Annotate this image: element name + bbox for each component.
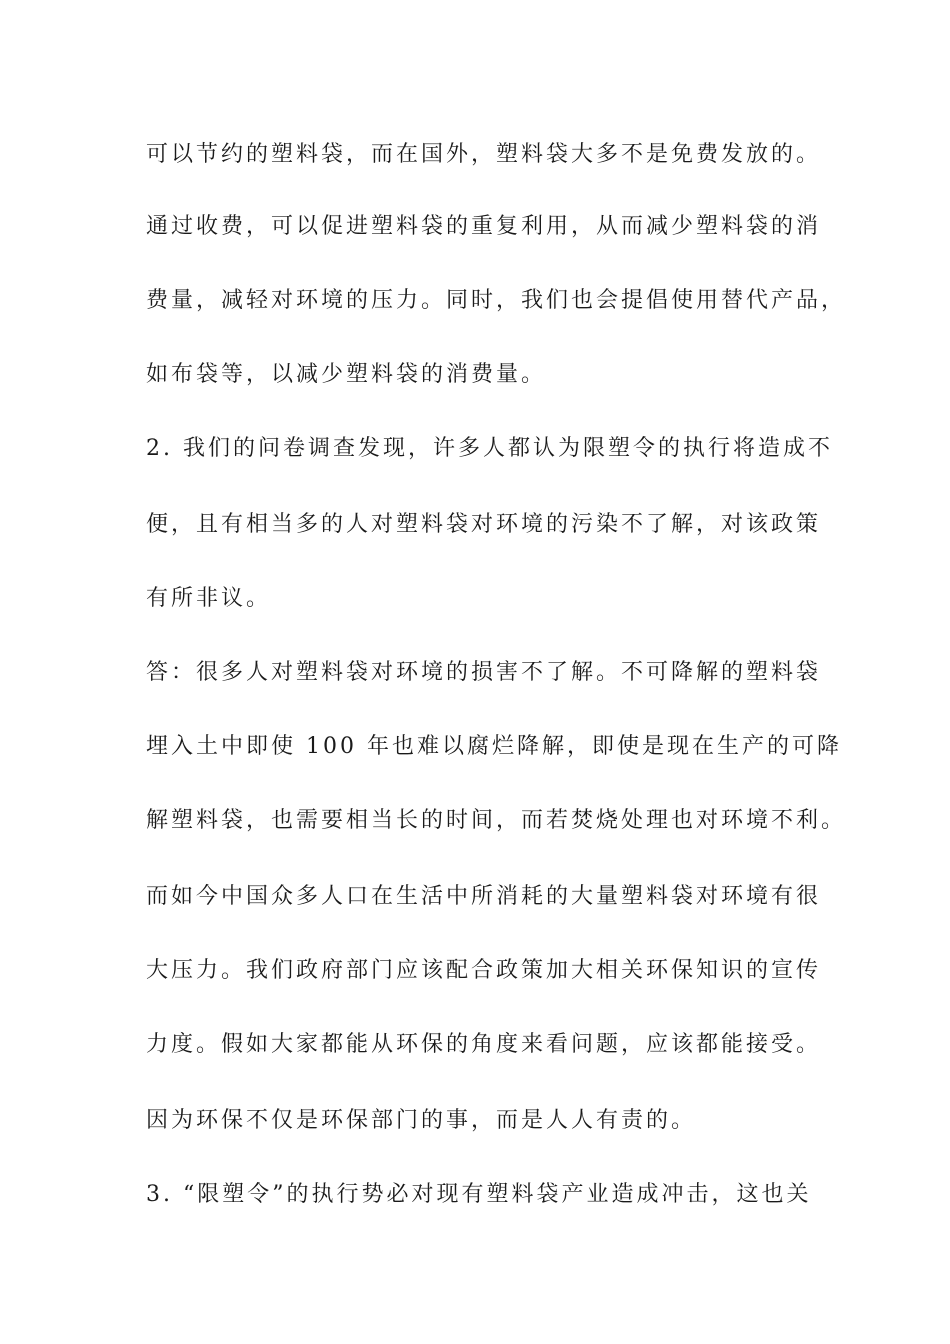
text-line: 解塑料袋，也需要相当长的时间，而若焚烧处理也对环境不利。 xyxy=(146,808,847,833)
text-line: 力度。假如大家都能从环保的角度来看问题，应该都能接受。 xyxy=(146,1032,822,1057)
text-line: 而如今中国众多人口在生活中所消耗的大量塑料袋对环境有很 xyxy=(146,884,822,909)
text-line: 答：很多人对塑料袋对环境的损害不了解。不可降解的塑料袋 xyxy=(146,660,822,685)
text-line: 有所非议。 xyxy=(146,586,272,611)
text-line: 3. “限塑令”的执行势必对现有塑料袋产业造成冲击，这也关 xyxy=(146,1182,812,1207)
text-line: 通过收费，可以促进塑料袋的重复利用，从而减少塑料袋的消 xyxy=(146,214,822,239)
text-line: 2. 我们的问卷调查发现，许多人都认为限塑令的执行将造成不 xyxy=(146,436,833,461)
text-line: 费量，减轻对环境的压力。同时，我们也会提倡使用替代产品， xyxy=(146,288,847,313)
text-line: 埋入土中即使 100 年也难以腐烂降解，即使是现在生产的可降 xyxy=(146,734,842,759)
text-line: 因为环保不仅是环保部门的事，而是人人有责的。 xyxy=(146,1108,697,1133)
text-line: 大压力。我们政府部门应该配合政策加大相关环保知识的宣传 xyxy=(146,958,822,983)
text-line: 便，且有相当多的人对塑料袋对环境的污染不了解，对该政策 xyxy=(146,512,822,537)
text-line: 可以节约的塑料袋，而在国外，塑料袋大多不是免费发放的。 xyxy=(146,142,822,167)
text-line: 如布袋等，以减少塑料袋的消费量。 xyxy=(146,362,547,387)
